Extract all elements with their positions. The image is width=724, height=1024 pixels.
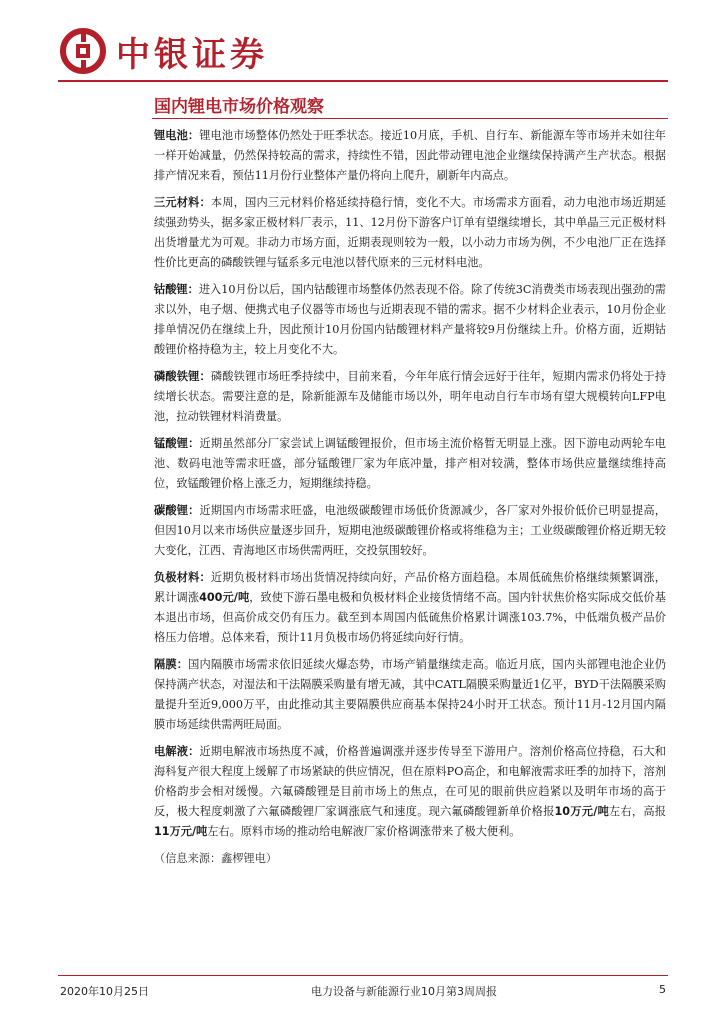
paragraph (154, 367, 666, 427)
brand-name: 中银证券 (116, 34, 268, 75)
paragraph-text: 左右。原料市场的推动给电解液厂家价格调涨带来了极大便利。 (207, 825, 521, 838)
footer-report-title: 电力设备与新能源行业10月第3周周报 (311, 985, 497, 998)
emphasized-value: 400元/吨 (199, 591, 250, 604)
paragraph (154, 434, 666, 494)
emphasized-value: 11万元/吨 (154, 825, 208, 838)
paragraph (154, 568, 666, 648)
paragraph-text: 进入10月份以后，国内钴酸锂市场整体仍然表现不俗。除了传统3C消费类市场表现出强劲的需求以外，电子烟、便携式电子仪器等市场也与近期表现不错的需求。据不少材料企业表示，10月份企业排单情况仍在继续上升，因此预计10月份国内钴酸锂材料产量将较9月份继续上升。价格方面，近期钴酸锂价格持稳为主，较上月变化不大。 (154, 283, 666, 356)
paragraph-list (154, 126, 666, 842)
paragraph (154, 193, 666, 273)
title-divider (152, 118, 668, 119)
paragraph-text: 近期国内市场需求旺盛，电池级碳酸锂市场低价货源减少，各厂家对外报价低价已明显提高，但因10月以来市场供应量逐步回升，短期电池级碳酸锂价格或将维稳为主；工业级碳酸锂价格近期无较大变化，江西、青海地区市场供需两旺，交投氛围较好。 (154, 504, 666, 557)
paragraph (154, 280, 666, 360)
paragraph-text: 近期电解液市场热度不减，价格普遍调涨并逐步传导至下游用户。溶剂价格高位持稳，石大和海科复产很大程度上缓解了市场紧缺的供应情况，但在原料PO高企，和电解液需求旺季的加持下，溶剂价格韵步会相对缓慢。六氟磷酸锂是目前市场上的焦点，在可见的眼前供应趋紧以及明年市场的高于反，极大程度刺激了六氟磷酸锂厂家调涨底气和速度。现六氟磷酸锂新单价格报 (154, 745, 666, 818)
bank-of-china-logo-icon (60, 28, 106, 74)
footer-divider (58, 975, 668, 976)
header-divider (58, 80, 668, 82)
paragraph-text: 本周，国内三元材料价格延续持稳行情，变化不大。市场需求方面看，动力电池市场近期延续强劲势头，据多家正极材料厂表示，11、12月份下游客户订单有望继续增长，其中单晶三元正极材料出货增量尤为可观。非动力市场方面，近期表现则较为一般，以小动力市场为例，不少电池厂正在选择性价比更高的磷酸铁锂与锰系多元电池以替代原来的三元材料电池。 (154, 196, 666, 269)
page-header (60, 26, 268, 76)
emphasized-value: 10万元/吨 (554, 805, 610, 818)
paragraph-keyword: 隔膜： (154, 658, 189, 671)
paragraph-keyword: 负极材料： (154, 571, 211, 584)
paragraph-text: 左右，高报 (609, 805, 666, 818)
paragraph-keyword: 三元材料： (154, 196, 211, 209)
paragraph-text: 锂电池市场整体仍然处于旺季状态。接近10月底，手机、自行车、新能源车等市场并未如往年一样开始减量，仍然保持较高的需求，持续性不错，因此带动锂电池企业继续保持满产生产状态。根据排产情况来看，预估11月份行业整体产量仍将向上爬升，刷新年内高点。 (154, 129, 666, 182)
paragraph-keyword: 碳酸锂： (154, 504, 200, 517)
paragraph-keyword: 磷酸铁锂： (154, 370, 211, 383)
footer-date: 2020年10月25日 (60, 985, 149, 998)
paragraph-keyword: 锂电池： (154, 129, 200, 142)
paragraph (154, 742, 666, 842)
paragraph-text: 近期虽然部分厂家尝试上调锰酸锂报价，但市场主流价格暂无明显上涨。因下游电动两轮车电池、数码电池等需求旺盛，部分锰酸锂厂家为年底冲量，排产相对较满，整体市场供应量继续维持高位，致锰酸锂价格上涨乏力，短期继续持稳。 (154, 437, 666, 490)
section-title: 国内锂电市场价格观察 (154, 97, 324, 117)
paragraph-text: ，致使下游石墨电极和负极材料企业接货情绪不高。国内针状焦价格实际成交低价基本退出市场，但高价成交仍有压力。截至到本周国内低硫焦价格累计调涨103.7%，中低端负极产品价格压力倍增。总体来看，预计11月负极市场仍将延续向好行情。 (154, 591, 666, 644)
page-number: 5 (659, 983, 666, 996)
article-body (154, 126, 666, 869)
page-footer (60, 983, 666, 999)
paragraph-text: 磷酸铁锂市场旺季持续中，目前来看，今年年底行情会远好于往年，短期内需求仍将处于持续增长状态。需要注意的是，除新能源车及储能市场以外，明年电动自行车市场有望大规模转向LFP电池，拉动铁锂材料消费量。 (154, 370, 666, 423)
paragraph (154, 126, 666, 186)
paragraph (154, 655, 666, 735)
paragraph-text: 国内隔膜市场需求依旧延续火爆态势，市场产销量继续走高。临近月底，国内头部锂电池企业仍保持满产状态，对湿法和干法隔膜采购量有增无减，其中CATL隔膜采购量近1亿平，BYD干法隔膜采购量提升至近9,000万平，由此推动其主要隔膜供应商基本保持24小时开工状态。预计11月-12月国内隔膜市场延续供需两旺局面。 (154, 658, 666, 731)
paragraph-keyword: 钴酸锂： (154, 283, 199, 296)
paragraph (154, 501, 666, 561)
paragraph-keyword: 锰酸锂： (154, 437, 200, 450)
paragraph-text: 近期负极材料市场出货情况持续向好，产品价格方面趋稳。本周低硫焦价格继续频繁调涨，累计调涨 (154, 571, 666, 604)
info-source: （信息来源：鑫椤锂电） (154, 852, 278, 865)
paragraph-keyword: 电解液： (154, 745, 200, 758)
